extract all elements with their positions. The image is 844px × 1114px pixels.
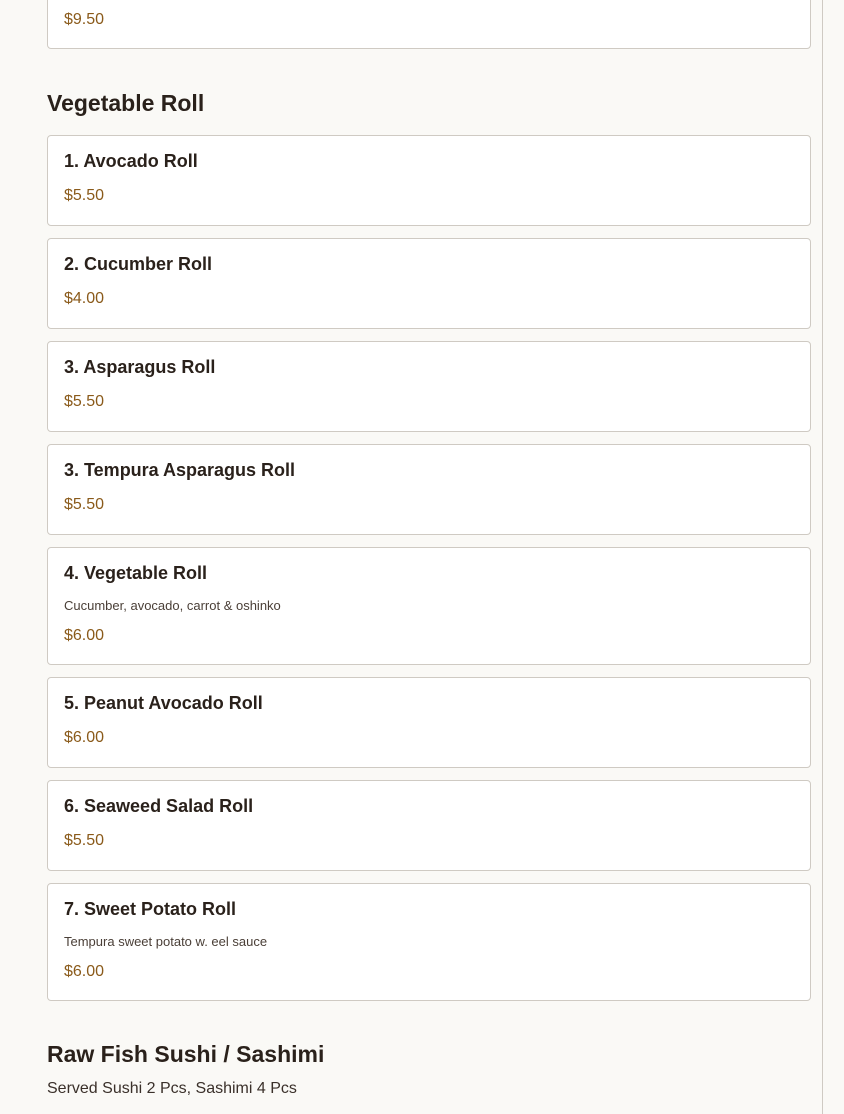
item-price: $5.50 xyxy=(64,832,105,849)
menu-item-card[interactable] xyxy=(47,135,811,226)
item-name: 6. Seaweed Salad Roll xyxy=(64,796,254,816)
menu-item-card[interactable] xyxy=(47,547,811,665)
menu-item-card[interactable] xyxy=(47,444,811,535)
item-name: 1. Avocado Roll xyxy=(64,151,198,171)
item-name: 5. Peanut Avocado Roll xyxy=(64,693,263,713)
item-name: 3. Tempura Asparagus Roll xyxy=(64,460,296,480)
item-price: $5.50 xyxy=(64,496,105,513)
item-price: $6.00 xyxy=(64,963,105,980)
menu-item-card[interactable] xyxy=(47,883,811,1001)
item-price: $6.00 xyxy=(64,729,105,746)
item-price: $5.50 xyxy=(64,393,105,410)
menu-item-card[interactable] xyxy=(47,0,811,49)
section-title-vegetable-roll: Vegetable Roll xyxy=(47,90,205,116)
menu-item-card[interactable] xyxy=(47,780,811,871)
item-name: 7. Sweet Potato Roll xyxy=(64,899,237,919)
menu-item-card[interactable] xyxy=(47,341,811,432)
item-description: Tempura sweet potato w. eel sauce xyxy=(64,934,268,949)
item-price: $4.00 xyxy=(64,290,105,307)
item-price: $9.50 xyxy=(64,11,105,28)
item-price: $6.00 xyxy=(64,627,105,644)
menu-item-card[interactable] xyxy=(47,677,811,768)
item-name: 2. Cucumber Roll xyxy=(64,254,213,274)
item-name: 4. Vegetable Roll xyxy=(64,563,208,583)
item-name: 3. Asparagus Roll xyxy=(64,357,216,377)
item-price: $5.50 xyxy=(64,187,105,204)
section-title-raw-fish: Raw Fish Sushi / Sashimi xyxy=(47,1041,325,1067)
section-subtitle: Served Sushi 2 Pcs, Sashimi 4 Pcs xyxy=(47,1080,297,1097)
menu-item-card[interactable] xyxy=(47,238,811,329)
item-description: Cucumber, avocado, carrot & oshinko xyxy=(64,598,281,613)
